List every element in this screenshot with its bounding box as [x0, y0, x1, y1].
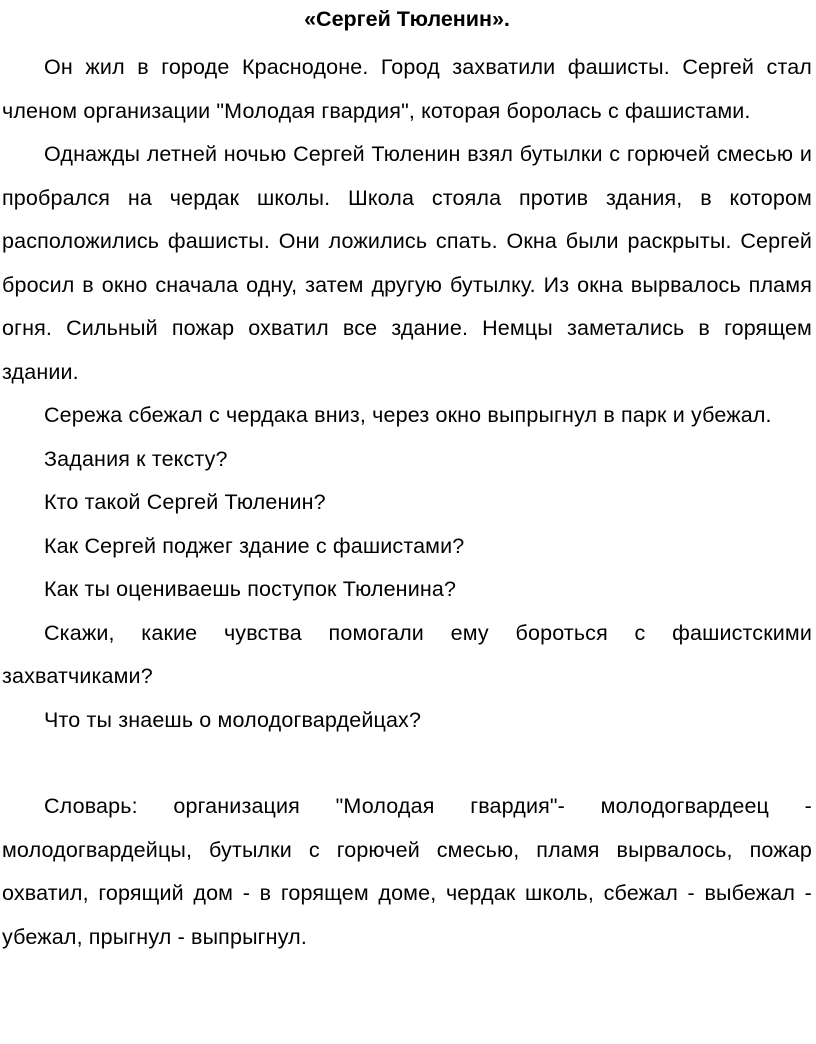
story-paragraph-3: Сережа сбежал с чердака вниз, через окно выпрыгнул в парк и убежал.: [44, 403, 772, 427]
question-4: Скажи, какие чувства помогали ему бороться с фашистскими захватчиками?: [2, 620, 812, 688]
questions-heading: Задания к тексту?: [44, 446, 228, 471]
vocabulary-paragraph: Словарь: организация "Молодая гвардия"- молодогвардеец - молодогвардейцы, бутылки с горючей смесью, пламя вырвалось, пожар охватил, горящий дом - в горящем доме, чердак школь, сбежал - выбежал - убежал, прыгнул - выпрыгнул.: [2, 794, 812, 949]
blank-line: [2, 742, 812, 785]
question-3: Как ты оцениваешь поступок Тюленина?: [44, 577, 457, 601]
question-5: Что ты знаешь о молодогвардейцах?: [44, 707, 422, 732]
story-paragraph-1: Он жил в городе Краснодоне. Город захватили фашисты. Сергей стал членом организации "Молодая гвардия", которая боролась с фашистами.: [2, 55, 812, 123]
question-2: Как Сергей поджег здание с фашистами?: [44, 533, 465, 558]
story-paragraph-2: Однажды летней ночью Сергей Тюленин взял бутылки с горючей смесью и пробрался на чердак школы. Школа стояла против здания, в котором расположились фашисты. Они ложились спать. Окна были раскрыты. Сергей бросил в окно сначала одну, затем другую бутылку. Из окна вырвалось пламя огня. Сильный пожар охватил все здание. Немцы заметались в горящем здании.: [2, 142, 812, 384]
document-title: «Сергей Тюленин».: [304, 7, 510, 31]
question-1: Кто такой Сергей Тюленин?: [44, 490, 326, 514]
